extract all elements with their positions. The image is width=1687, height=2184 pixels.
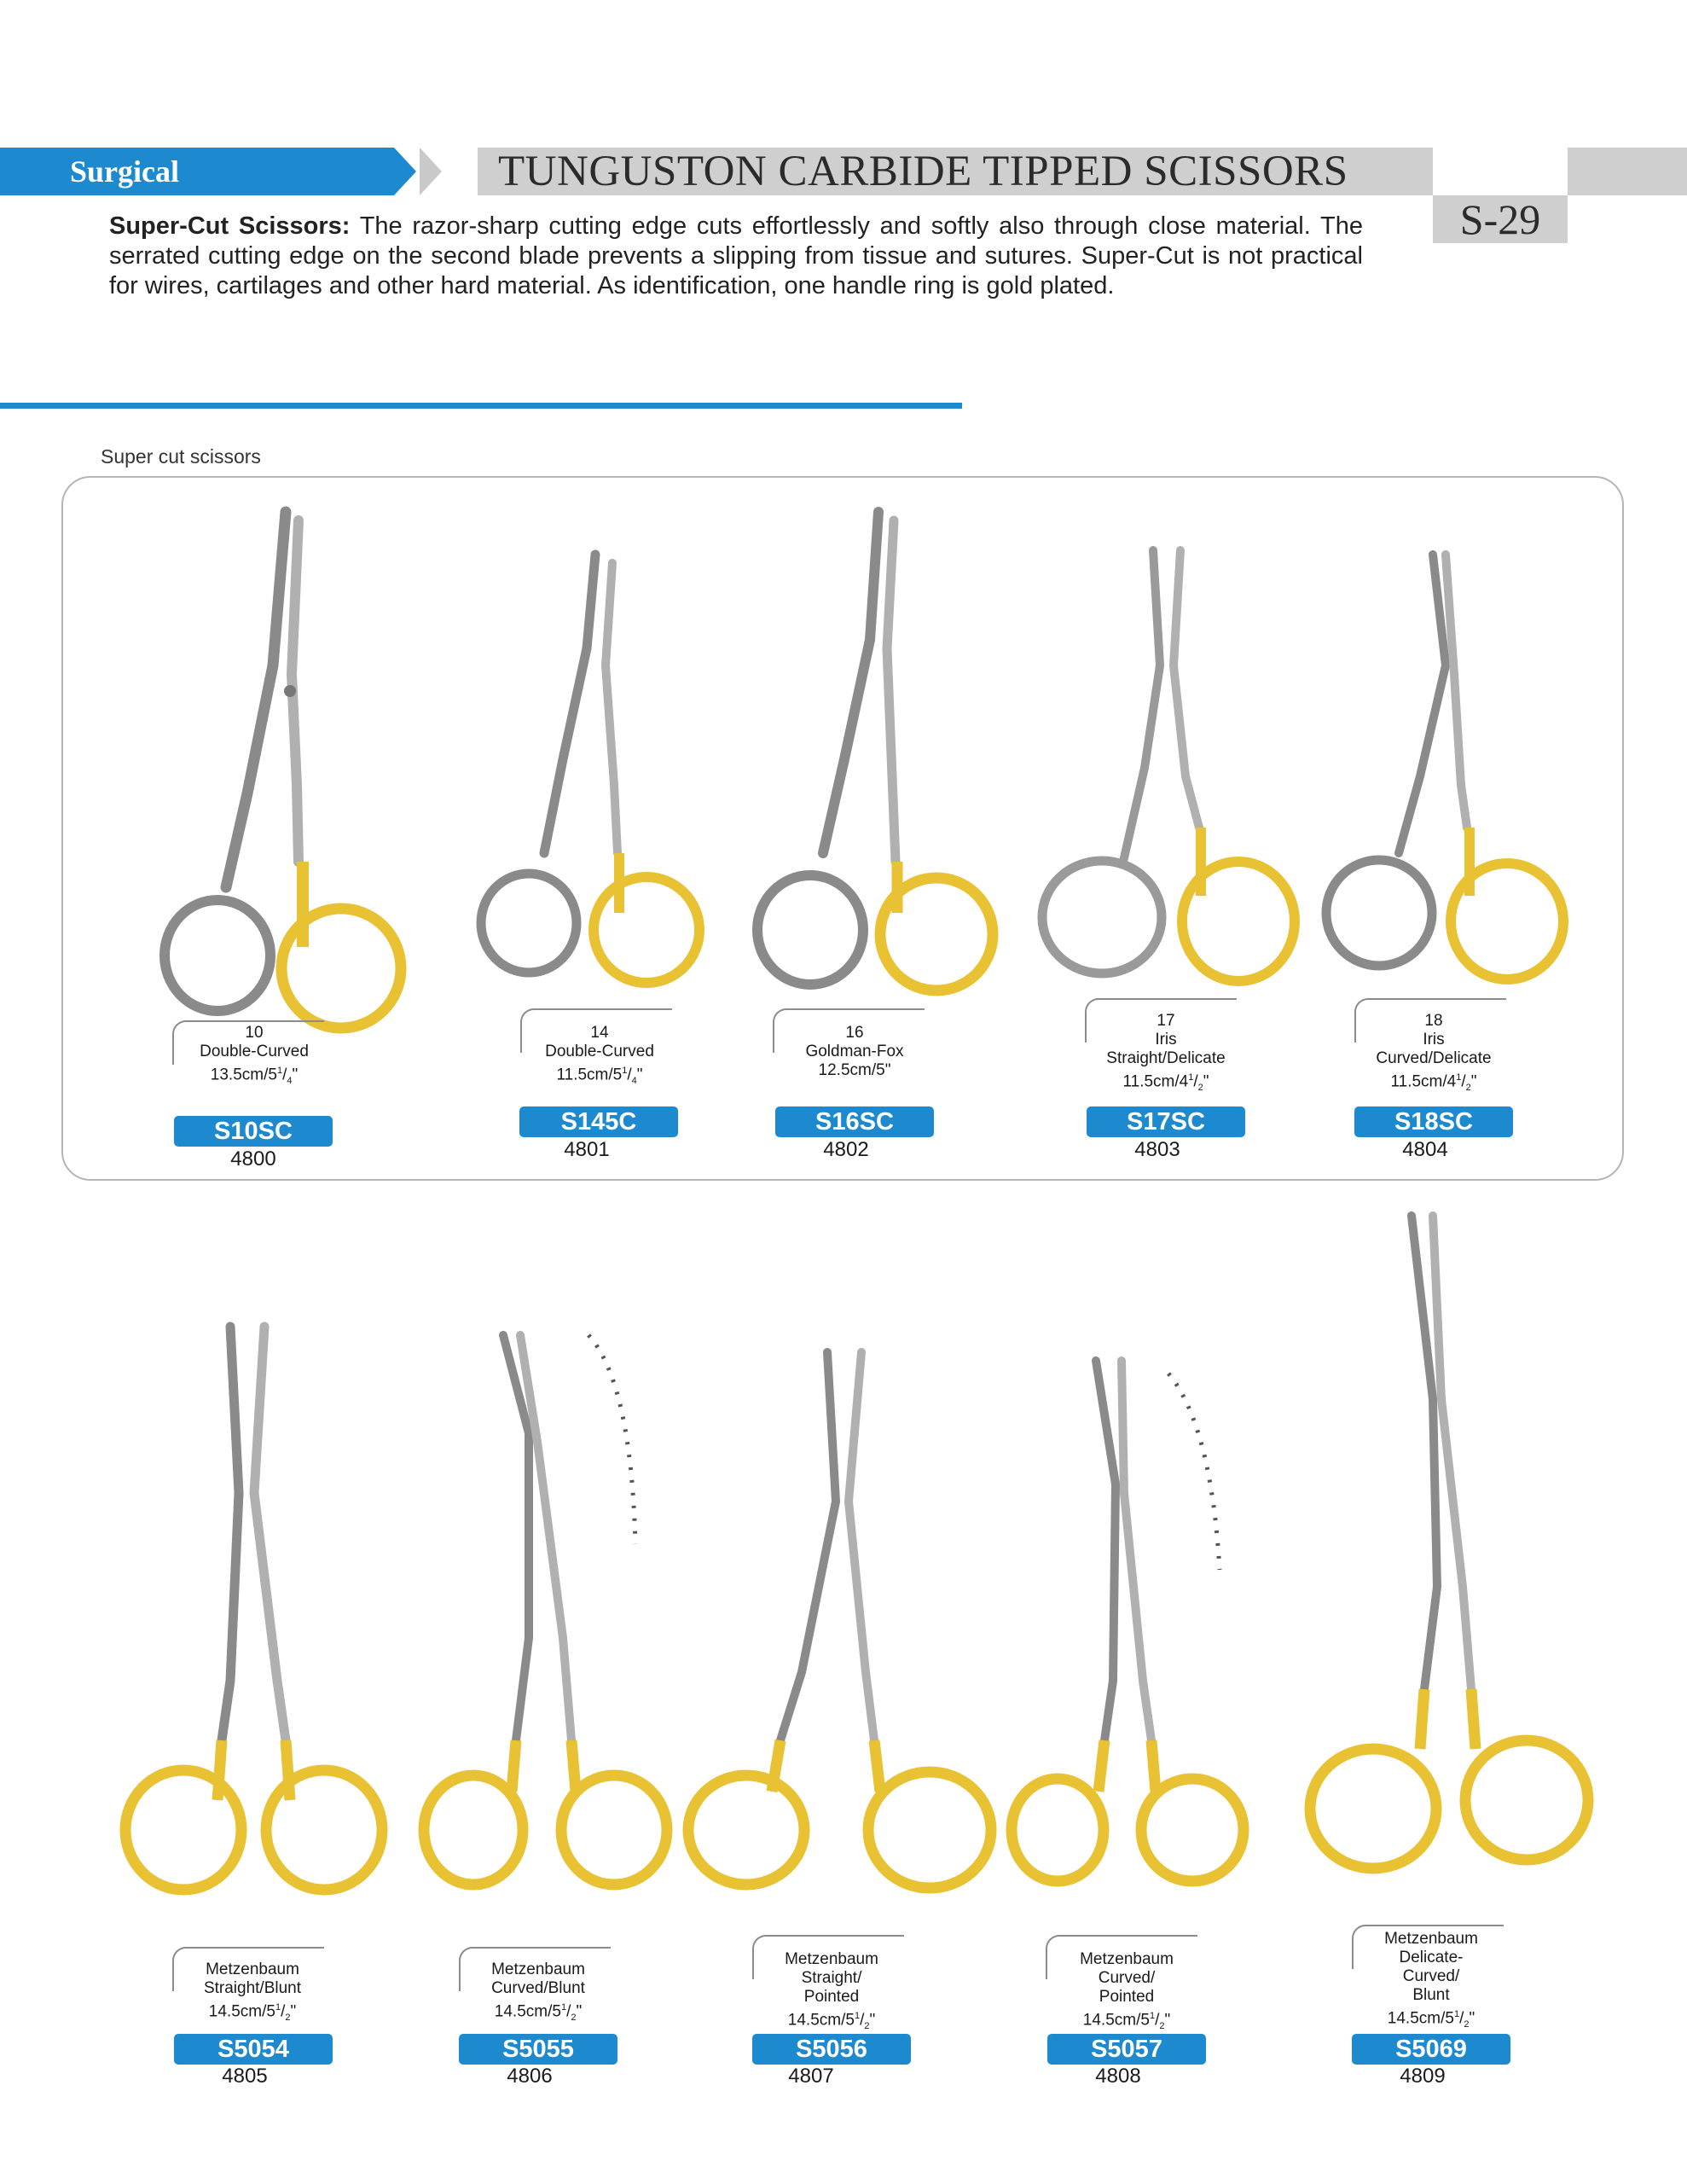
product-type: Metzenbaum (1384, 1930, 1478, 1948)
size-main: 14.5cm/5 (787, 2011, 855, 2030)
product-code-button[interactable]: S5069 (1352, 2034, 1510, 2065)
intro-text: The razor-sharp cutting edge cuts effortlessly and softly also through close material. The serrated cutting edge on the second blade prevents a slipping from tissue and sutures. Super-Cut is not practical for wires, cartilages and other hard material. As identification, one handle ring is gold plated. (109, 212, 1363, 299)
size-main: 11.5cm/4 (1390, 1072, 1457, 1091)
size-denominator: 2 (1464, 2019, 1470, 2030)
product-type: Metzenbaum (1080, 1950, 1174, 1968)
product-size: $14.5cm/5^1/_2$" (1387, 2009, 1475, 2030)
title-band-tail (1568, 148, 1687, 195)
page-code: S-29 (1433, 195, 1568, 243)
size-denominator: 2 (864, 2021, 870, 2032)
size-denominator: 2 (571, 2013, 577, 2024)
product-ref: 4805 (222, 2065, 268, 2088)
product-description (146, 1960, 359, 2027)
category-label: Surgical (70, 154, 180, 189)
size-denominator: 4 (631, 1076, 637, 1087)
product-code-button[interactable]: S145C (519, 1107, 678, 1137)
product-type: Metzenbaum (206, 1960, 299, 1978)
size-numerator: 1 (1188, 1072, 1194, 1083)
product-code-button[interactable]: S5056 (752, 2034, 911, 2065)
scissor-illustration (742, 503, 1006, 1007)
product-description (493, 1024, 706, 1090)
page-title: TUNGUSTON CARBIDE TIPPED SCISSORS (498, 148, 1348, 195)
size-denominator: 4 (287, 1076, 293, 1087)
product-type: Double-Curved (545, 1043, 654, 1060)
intro-lead: Super-Cut Scissors: (109, 212, 351, 240)
product-description (1325, 1930, 1538, 2034)
product-variant-2: Pointed (803, 1988, 860, 2006)
product-size: $14.5cm/5^1/_2$" (1082, 2011, 1171, 2032)
size-numerator: 1 (1149, 2011, 1156, 2021)
size-end: " (1470, 1072, 1477, 1091)
product-variant: Curved/ (1098, 1969, 1156, 1987)
category-band (0, 148, 394, 195)
product-ref: 4802 (823, 1138, 869, 1161)
size-main: 14.5cm/5 (208, 2002, 275, 2021)
product-ref: 4807 (788, 2065, 834, 2088)
product-type: Metzenbaum (785, 1950, 878, 1968)
product-variant: Curved/Blunt (491, 1979, 585, 1997)
product-size: $14.5cm/5^1/_2$" (494, 2002, 583, 2024)
size-end: " (636, 1066, 643, 1084)
product-variant: Curved/Delicate (1376, 1049, 1492, 1067)
product-code-button[interactable]: S5055 (459, 2034, 617, 2065)
size-denominator: 2 (1197, 1083, 1203, 1094)
product-type: Goldman-Fox (805, 1043, 904, 1060)
size-numerator: 1 (276, 1066, 283, 1076)
product-ref: 4800 (230, 1147, 276, 1170)
product-description (1059, 1012, 1272, 1097)
product-ref: 4803 (1134, 1138, 1180, 1161)
product-variant: Straight/ (801, 1969, 862, 1987)
product-description (1327, 1012, 1540, 1097)
title-band-notch (455, 148, 478, 195)
product-size: 12.5cm/5" (818, 1061, 891, 1079)
product-description (148, 1024, 361, 1090)
scissor-illustration (467, 546, 723, 1007)
product-variant-3: Blunt (1412, 1986, 1450, 2004)
product-variant-2: Curved/ (1402, 1967, 1460, 1985)
size-numerator: 1 (622, 1066, 628, 1076)
product-type: Metzenbaum (491, 1960, 585, 1978)
product-number: 18 (1424, 1012, 1443, 1030)
product-ref: 4806 (507, 2065, 553, 2088)
product-variant: Straight/Delicate (1106, 1049, 1226, 1067)
size-main: 14.5cm/5 (1387, 2009, 1454, 2028)
product-type: Double-Curved (200, 1043, 309, 1060)
section-label: Super cut scissors (101, 445, 261, 468)
product-variant-2: Pointed (1099, 1988, 1155, 2006)
scissor-illustration (418, 1331, 699, 1894)
product-ref: 4809 (1400, 2065, 1446, 2088)
product-size: $11.5cm/5^1/_4$" (556, 1066, 643, 1087)
product-number: 14 (590, 1024, 609, 1042)
product-size: $13.5cm/5^1/_4$" (210, 1066, 299, 1087)
size-main: 14.5cm/5 (494, 2002, 561, 2021)
scissor-illustration (1006, 1356, 1271, 1894)
size-end: " (576, 2002, 583, 2021)
size-denominator: 2 (1465, 1083, 1471, 1094)
product-variant: Straight/Blunt (203, 1979, 302, 1997)
product-description (748, 1024, 961, 1080)
size-end: " (1164, 2011, 1171, 2030)
product-ref: 4801 (564, 1138, 610, 1161)
product-number: 16 (845, 1024, 864, 1042)
scissor-illustration (145, 503, 426, 1032)
product-description (725, 1950, 938, 2036)
product-code-button[interactable]: S5054 (174, 2034, 333, 2065)
product-size: $14.5cm/5^1/_2$" (208, 2002, 297, 2024)
product-ref: 4804 (1402, 1138, 1448, 1161)
product-code-button[interactable]: S16SC (775, 1107, 934, 1137)
size-main: 11.5cm/4 (1122, 1072, 1189, 1091)
intro-paragraph (109, 212, 1363, 301)
size-numerator: 1 (560, 2002, 567, 2013)
scissor-illustration (111, 1322, 392, 1894)
size-end: " (290, 2002, 297, 2021)
scissor-illustration (1034, 546, 1307, 1007)
product-code-button[interactable]: S5057 (1047, 2034, 1206, 2065)
product-number: 17 (1157, 1012, 1175, 1030)
product-type: Iris (1155, 1031, 1177, 1048)
section-divider (0, 403, 962, 409)
category-band-arrow (394, 148, 416, 195)
size-main: 14.5cm/5 (1082, 2011, 1150, 2030)
product-size: $11.5cm/4^1/_2$" (1390, 1072, 1477, 1094)
product-type: Iris (1423, 1031, 1445, 1048)
product-code-button[interactable]: S18SC (1354, 1107, 1513, 1137)
size-numerator: 1 (1453, 2009, 1460, 2019)
product-ref: 4808 (1095, 2065, 1141, 2088)
product-description (1020, 1950, 1233, 2036)
size-denominator: 2 (1159, 2021, 1165, 2032)
product-size: $11.5cm/4^1/_2$" (1122, 1072, 1209, 1094)
product-size: $14.5cm/5^1/_2$" (787, 2011, 876, 2032)
size-numerator: 1 (1456, 1072, 1462, 1083)
scissor-illustration (1305, 1211, 1595, 1894)
scissor-illustration (1318, 546, 1574, 1007)
product-variant: Delicate- (1399, 1949, 1464, 1966)
size-denominator: 2 (285, 2013, 291, 2024)
product-description (432, 1960, 645, 2027)
scissor-illustration (682, 1348, 1006, 1894)
size-main: 13.5cm/5 (210, 1066, 277, 1084)
size-main: 11.5cm/5 (556, 1066, 623, 1084)
size-end: " (1469, 2009, 1475, 2028)
product-number: 10 (245, 1024, 264, 1042)
size-end: " (869, 2011, 876, 2030)
size-numerator: 1 (275, 2002, 281, 2013)
size-end: " (1203, 1072, 1209, 1091)
size-end: " (292, 1066, 299, 1084)
product-code-button[interactable]: S10SC (174, 1116, 333, 1147)
product-code-button[interactable]: S17SC (1087, 1107, 1245, 1137)
size-numerator: 1 (854, 2011, 861, 2021)
chevron-decoration (420, 148, 442, 195)
